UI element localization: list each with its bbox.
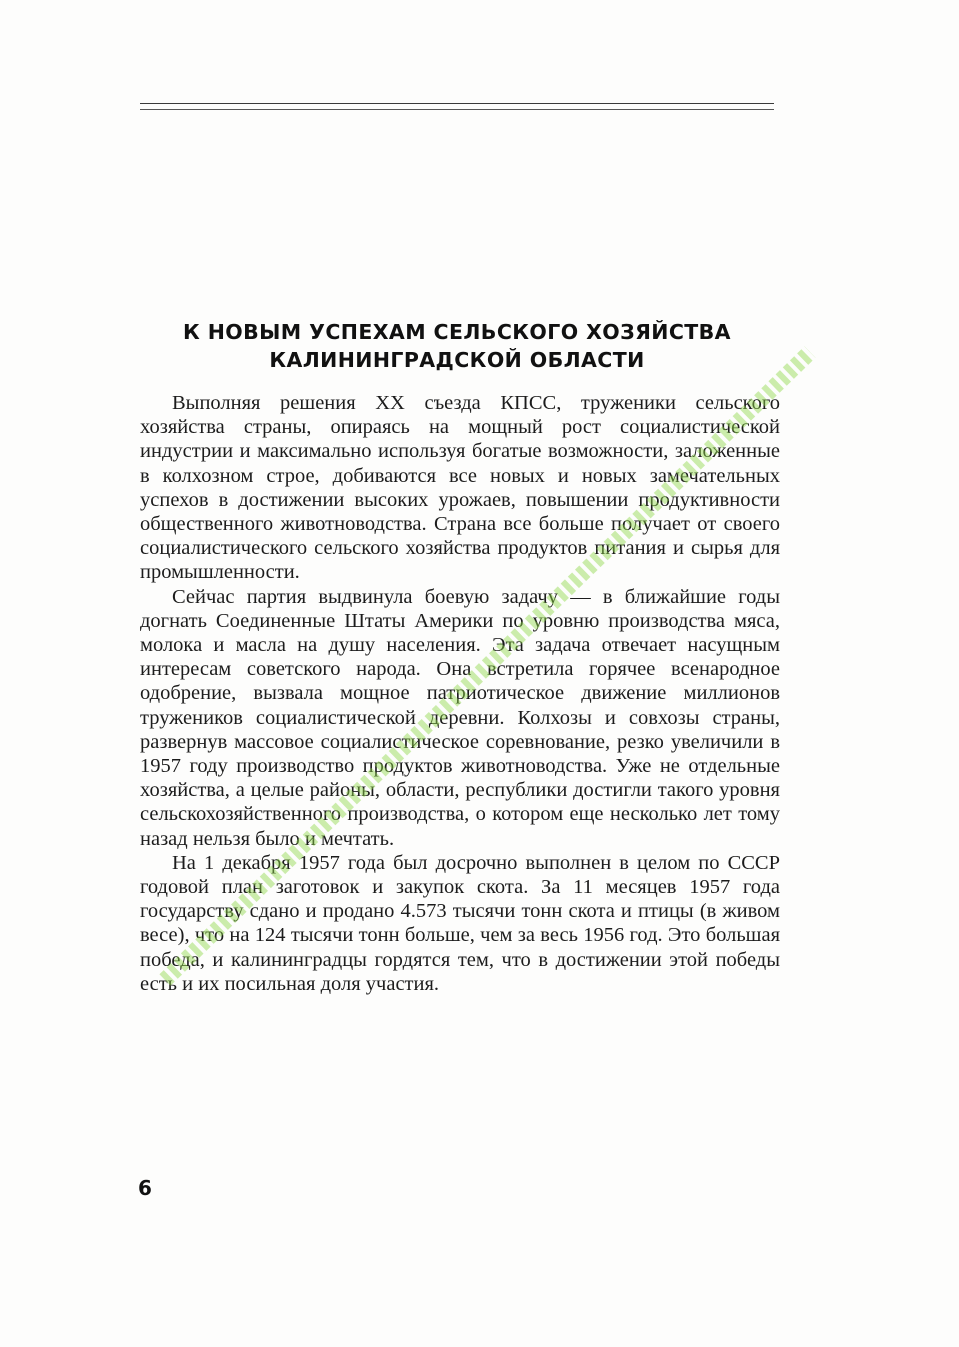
top-rule [140,103,774,104]
top-rule-secondary [140,109,774,110]
paragraph-3: На 1 декабря 1957 года был досрочно выполнен в целом по СССР годовой план заготовок и закупок скота. За 11 месяцев 1957 года государству сдано и продано 4.573 тысячи тонн скота и птицы (в живом весе), что на 124 тысячи тонн больше, чем за весь 1956 год. Это большая победа, и калининградцы гордятся тем, что в достижении этой победы есть и их посильная доля участия. [140,851,780,995]
article-body [140,391,780,996]
paragraph-2: Сейчас партия выдвинула боевую задачу — в ближайшие годы догнать Соединенные Штаты Америки по уровню производства мяса, молока и масла на душу населения. Эта задача отвечает насущным интересам советского народа. Она встретила горячее всенародное одобрение, вызвала мощное патриотическое движение миллионов тружеников социалистической деревни. Колхозы и совхозы страны, развернув массовое социалистическое соревнование, резко увеличили в 1957 году производство продуктов животноводства. Уже не отдельные хозяйства, а целые районы, области, республики достигли такого уровня сельскохозяйственного производства, о котором еще несколько лет тому назад нельзя было и мечтать. [140,585,780,850]
title-line-2: КАЛИНИНГРАДСКОЙ ОБЛАСТИ [269,348,645,372]
paragraph-1: Выполняя решения XX съезда КПСС, труженики сельского хозяйства страны, опираясь на мощный рост социалистической индустрии и максимально используя богатые возможности, заложенные в колхозном строе, добиваются все новых и новых замечательных успехов в достижении высоких урожаев, повышении продуктивности общественного животноводства. Страна все больше получает от своего социалистического сельского хозяйства продуктов питания и сырья для промышленности. [140,392,780,584]
title-line-1: К НОВЫМ УСПЕХАМ СЕЛЬСКОГО ХОЗЯЙСТВА [183,320,731,344]
article-title [140,318,774,374]
page-number: 6 [138,1176,152,1200]
